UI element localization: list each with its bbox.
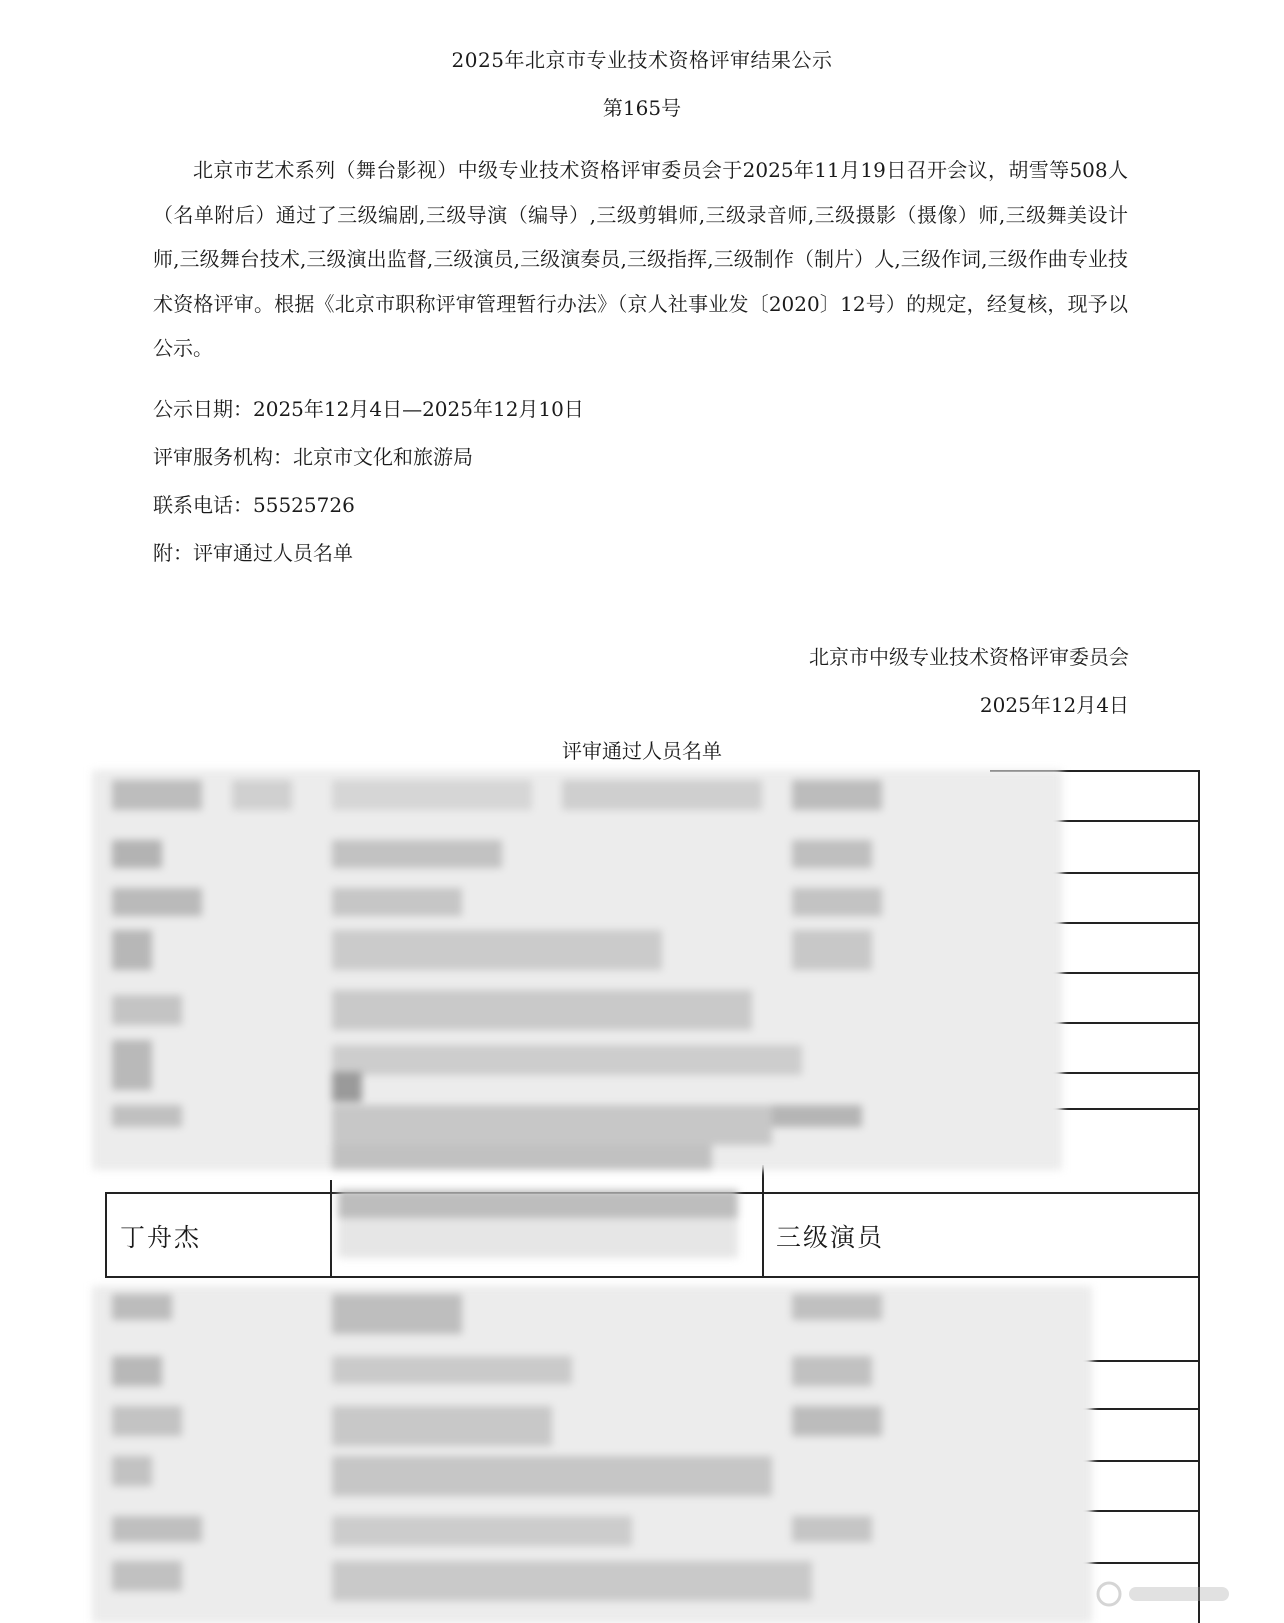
person-name: 丁舟杰 [120,1223,202,1252]
redacted-names-upper [92,770,1062,1170]
announcement-paragraph: 北京市艺术系列（舞台影视）中级专业技术资格评审委员会于2025年11月19日召开会议，胡雪等508人（名单附后）通过了三级编剧,三级导演（编导）,三级剪辑师,三级录音师,三级摄影（摄像）师,三级舞美设计师,三级舞台技术,三级演出监督,三级演员,三级演奏员,三级指挥,三级制作（制片）人,三级作词,三级作曲专业技术资格评审。根据《北京市职称评审管理暂行办法》（京人社事业发〔2020〕12号）的规定，经复核，现予以公示。 [153,158,1128,360]
signature-org: 北京市中级专业技术资格评审委员会 [809,645,1129,669]
table-cell-border [105,1192,107,1278]
watermark-logo [1094,1579,1244,1609]
attachment-note: 附：评审通过人员名单 [153,541,353,565]
contact-phone: 联系电话：55525726 [153,493,355,517]
table-border-right [1198,770,1200,1623]
table-cell-border [762,1165,764,1278]
table-cell-border [330,1180,332,1278]
review-agency: 评审服务机构：北京市文化和旅游局 [153,445,473,469]
document-number: 第165号 [602,96,682,120]
document-title: 2025年北京市专业技术资格评审结果公示 [451,48,833,72]
list-title: 评审通过人员名单 [562,739,722,763]
signature-date: 2025年12月4日 [979,693,1129,717]
professional-title: 三级演员 [776,1223,885,1252]
publicity-date: 公示日期：2025年12月4日—2025年12月10日 [153,397,584,421]
table-rule [1040,820,1200,822]
redacted-cell [338,1190,738,1280]
redacted-names-lower [92,1286,1092,1623]
table-rule [1080,1360,1200,1362]
